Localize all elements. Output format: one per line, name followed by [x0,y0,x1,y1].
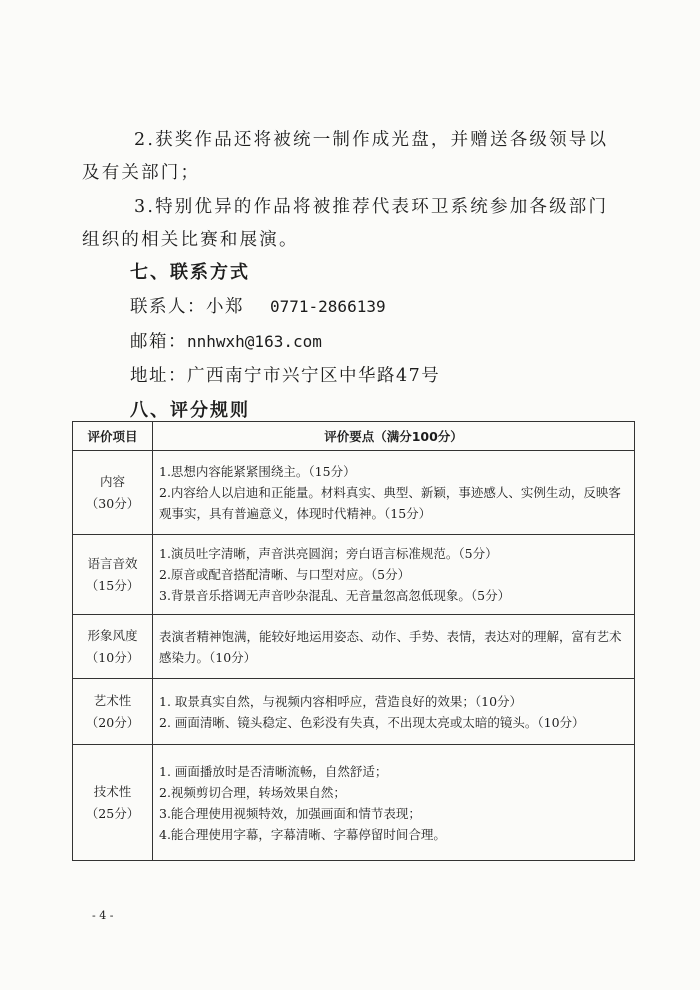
table-row [73,535,635,615]
table-row [73,679,635,745]
email-address: nnhwxh@163.com [187,332,322,351]
criteria-cell [153,679,635,745]
criteria-item: 2.原音或配音搭配清晰、与口型对应。（5分） [159,567,411,582]
category-score: （10分） [85,649,140,665]
criteria-item: 1.思想内容能紧紧围绕主。（15分） [159,464,356,479]
section-heading-scoring: 八、评分规则 [130,400,250,421]
criteria-item: 1. 取景真实自然，与视频内容相呼应，营造良好的效果；（10分） [159,693,523,709]
category-name: 艺术性 [93,692,132,708]
criteria-item: 3.能合理使用视频特效，加强画面和情节表现； [159,805,421,821]
criteria-cell [153,535,635,615]
paragraph-excellent-works: 3.特别优异的作品将被推荐代表环卫系统参加各级部门组织的相关比赛和展演。 [82,197,609,250]
category-name: 形象风度 [87,627,138,643]
category-cell [73,451,153,535]
criteria-cell [153,615,635,679]
category-score: （30分） [85,495,140,511]
category-score: （25分） [85,805,140,821]
category-cell [73,679,153,745]
category-cell [73,615,153,679]
scoring-table [72,421,635,861]
criteria-item: 1. 画面播放时是否清晰流畅，自然舒适； [159,763,388,779]
criteria-cell [153,451,635,535]
table-row [73,615,635,679]
header-criteria: 评价要点（满分100分） [153,422,635,451]
criteria-item: 2. 画面清晰、镜头稳定、色彩没有失真，不出现太亮或太暗的镜头。（10分） [159,714,585,730]
category-score: （20分） [85,714,140,730]
category-name: 技术性 [93,783,132,799]
criteria-item: 表演者精神饱满，能较好地运用姿态、动作、手势、表情，表达对的理解，富有艺术感染力。（10分） [159,628,622,665]
criteria-item: 2.视频剪切合理，转场效果自然； [159,784,346,800]
category-cell [73,535,153,615]
section-heading-contact: 七、联系方式 [130,262,250,283]
paragraph-award-disc: 2.获奖作品还将被统一制作成光盘，并赠送各级领导以及有关部门； [82,130,609,183]
criteria-cell [153,745,635,861]
contact-address: 地址：广西南宁市兴宁区中华路47号 [130,366,441,386]
email-label: 邮箱： [130,332,187,352]
table-row [73,745,635,861]
table-row [73,451,635,535]
criteria-item: 3.背景音乐搭调无声音吵杂混乱、无音量忽高忽低现象。（5分） [159,588,511,603]
criteria-item: 4.能合理使用字幕，字幕清晰、字幕停留时间合理。 [159,826,446,842]
category-name: 语言音效 [87,555,138,571]
header-item: 评价项目 [73,422,153,451]
criteria-item: 1.演员吐字清晰，声音洪亮圆润；旁白语言标准规范。（5分） [159,546,498,561]
contact-email [130,328,322,353]
category-cell [73,745,153,861]
table-header-row [73,422,635,451]
contact-person [130,293,386,318]
contact-phone: 0771-2866139 [270,297,386,316]
page-number: - 4 - [92,909,114,922]
criteria-item: 2.内容给人以启迪和正能量。材料真实、典型、新颖，事迹感人、实例生动，反映客观事实，具有普遍意义，体现时代精神。（15分） [159,485,621,521]
category-name: 内容 [99,473,125,489]
contact-name: 联系人：小郑 [130,297,244,317]
category-score: （15分） [85,577,140,593]
